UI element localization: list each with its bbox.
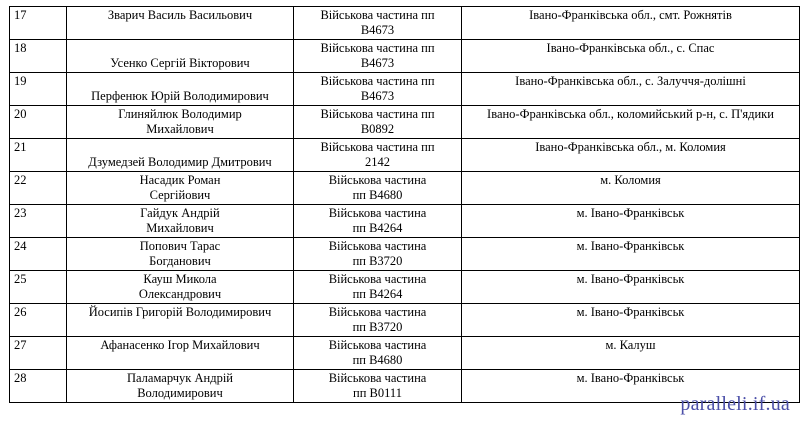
- row-number-cell: [10, 304, 67, 337]
- name-line-1: Паламарчук Андрій: [126, 371, 233, 385]
- document-page: [9, 6, 799, 403]
- address-text: м. Івано-Франківськ: [576, 239, 685, 253]
- name-line-2: Богданович: [149, 254, 211, 268]
- unit-line-1: Військова частина: [328, 173, 427, 187]
- unit-line-1: Військова частина: [328, 239, 427, 253]
- unit-line-2: пп В4264: [352, 221, 403, 235]
- name-cell: [67, 7, 294, 40]
- name-line-1: Йосипів Григорій Володимирович: [88, 305, 272, 319]
- address-cell: [462, 40, 800, 73]
- row-number: 20: [14, 107, 27, 121]
- row-number-cell: [10, 337, 67, 370]
- unit-line-2: пп В3720: [352, 320, 403, 334]
- unit-line-2: пп В4680: [352, 188, 403, 202]
- unit-line-2: В4673: [360, 89, 395, 103]
- address-text: м. Коломия: [600, 173, 661, 187]
- name-cell: [67, 205, 294, 238]
- unit-cell: [294, 73, 462, 106]
- row-number: 26: [14, 305, 27, 319]
- table-body: [10, 7, 800, 403]
- unit-line-2: В4673: [360, 56, 395, 70]
- table-row: [10, 7, 800, 40]
- address-text: Івано-Франківська обл., смт. Рожнятів: [529, 8, 732, 22]
- address-text: м. Івано-Франківськ: [576, 371, 685, 385]
- address-text: Івано-Франківська обл., коломийський р-н, с. П'ядики: [487, 107, 774, 121]
- name-cell: [67, 370, 294, 403]
- address-cell: [462, 238, 800, 271]
- address-text: м. Калуш: [605, 338, 656, 352]
- row-number: 22: [14, 173, 27, 187]
- unit-line-1: Військова частина: [328, 206, 427, 220]
- unit-line-1: Військова частина: [328, 272, 427, 286]
- name-cell: [67, 238, 294, 271]
- row-number: 17: [14, 8, 27, 22]
- row-number: 19: [14, 74, 27, 88]
- unit-cell: [294, 40, 462, 73]
- name-line-2: Перфенюк Юрій Володимирович: [91, 89, 269, 103]
- name-line-2: Михайлович: [146, 221, 214, 235]
- address-text: м. Івано-Франківськ: [576, 272, 685, 286]
- name-line-1: Зварич Василь Васильович: [107, 8, 253, 22]
- table-row: [10, 40, 800, 73]
- name-cell: [67, 337, 294, 370]
- address-cell: [462, 172, 800, 205]
- unit-cell: [294, 271, 462, 304]
- name-line-1: Афанасенко Ігор Михайлович: [100, 338, 260, 352]
- personnel-table: [9, 6, 800, 403]
- unit-cell: [294, 304, 462, 337]
- name-cell: [67, 304, 294, 337]
- unit-cell: [294, 238, 462, 271]
- unit-line-1: Військова частина пп: [320, 41, 435, 55]
- unit-cell: [294, 205, 462, 238]
- name-cell: [67, 40, 294, 73]
- address-cell: [462, 271, 800, 304]
- unit-line-2: В4673: [360, 23, 395, 37]
- row-number-cell: [10, 7, 67, 40]
- name-line-2: Михайлович: [146, 122, 214, 136]
- unit-cell: [294, 370, 462, 403]
- table-row: [10, 73, 800, 106]
- unit-line-2: В0892: [360, 122, 395, 136]
- name-line-2: Дзумедзей Володимир Дмитрович: [88, 155, 272, 169]
- unit-cell: [294, 172, 462, 205]
- name-line-2: Володимирович: [137, 386, 223, 400]
- address-cell: [462, 304, 800, 337]
- unit-line-1: Військова частина: [328, 338, 427, 352]
- unit-line-2: пп В0111: [353, 386, 402, 400]
- name-line-1: Гайдук Андрій: [140, 206, 220, 220]
- address-cell: [462, 7, 800, 40]
- row-number-cell: [10, 106, 67, 139]
- unit-cell: [294, 7, 462, 40]
- row-number-cell: [10, 238, 67, 271]
- name-cell: [67, 106, 294, 139]
- row-number-cell: [10, 271, 67, 304]
- address-cell: [462, 205, 800, 238]
- unit-cell: [294, 106, 462, 139]
- unit-cell: [294, 139, 462, 172]
- name-line-2: Сергійович: [149, 188, 211, 202]
- table-row: [10, 238, 800, 271]
- name-cell: [67, 139, 294, 172]
- name-line-1: Глиняйлюк Володимир: [118, 107, 242, 121]
- address-text: м. Івано-Франківськ: [576, 206, 685, 220]
- unit-cell: [294, 337, 462, 370]
- address-text: м. Івано-Франківськ: [576, 305, 685, 319]
- name-line-1: Кауш Микола: [143, 272, 217, 286]
- table-row: [10, 139, 800, 172]
- unit-line-1: Військова частина пп: [320, 74, 435, 88]
- unit-line-1: Військова частина пп: [320, 107, 435, 121]
- row-number-cell: [10, 139, 67, 172]
- unit-line-2: 2142: [365, 155, 390, 169]
- address-text: Івано-Франківська обл., с. Залуччя-долішні: [515, 74, 746, 88]
- table-row: [10, 106, 800, 139]
- name-line-2: Олександрович: [138, 287, 222, 301]
- row-number: 21: [14, 140, 27, 154]
- unit-line-1: Військова частина: [328, 305, 427, 319]
- address-text: Івано-Франківська обл., с. Спас: [546, 41, 715, 55]
- row-number-cell: [10, 370, 67, 403]
- row-number-cell: [10, 40, 67, 73]
- name-line-1: Попович Тарас: [139, 239, 221, 253]
- table-row: [10, 172, 800, 205]
- address-cell: [462, 106, 800, 139]
- row-number-cell: [10, 73, 67, 106]
- unit-line-1: Військова частина: [328, 371, 427, 385]
- address-cell: [462, 73, 800, 106]
- unit-line-1: Військова частина пп: [320, 8, 435, 22]
- table-row: [10, 271, 800, 304]
- row-number: 27: [14, 338, 27, 352]
- row-number: 25: [14, 272, 27, 286]
- table-row: [10, 205, 800, 238]
- row-number-cell: [10, 205, 67, 238]
- unit-line-2: пп В3720: [352, 254, 403, 268]
- address-cell: [462, 139, 800, 172]
- name-line-2: Усенко Сергій Вікторович: [110, 56, 250, 70]
- unit-line-1: Військова частина пп: [320, 140, 435, 154]
- site-watermark: parallеli.if.ua: [680, 393, 790, 415]
- name-cell: [67, 172, 294, 205]
- unit-line-2: пп В4680: [352, 353, 403, 367]
- row-number: 23: [14, 206, 27, 220]
- name-line-1: Насадик Роман: [139, 173, 221, 187]
- name-cell: [67, 73, 294, 106]
- row-number-cell: [10, 172, 67, 205]
- row-number: 18: [14, 41, 27, 55]
- unit-line-2: пп В4264: [352, 287, 403, 301]
- table-row: [10, 304, 800, 337]
- address-text: Івано-Франківська обл., м. Коломия: [535, 140, 726, 154]
- row-number: 24: [14, 239, 27, 253]
- address-cell: [462, 337, 800, 370]
- name-cell: [67, 271, 294, 304]
- row-number: 28: [14, 371, 27, 385]
- table-row: [10, 337, 800, 370]
